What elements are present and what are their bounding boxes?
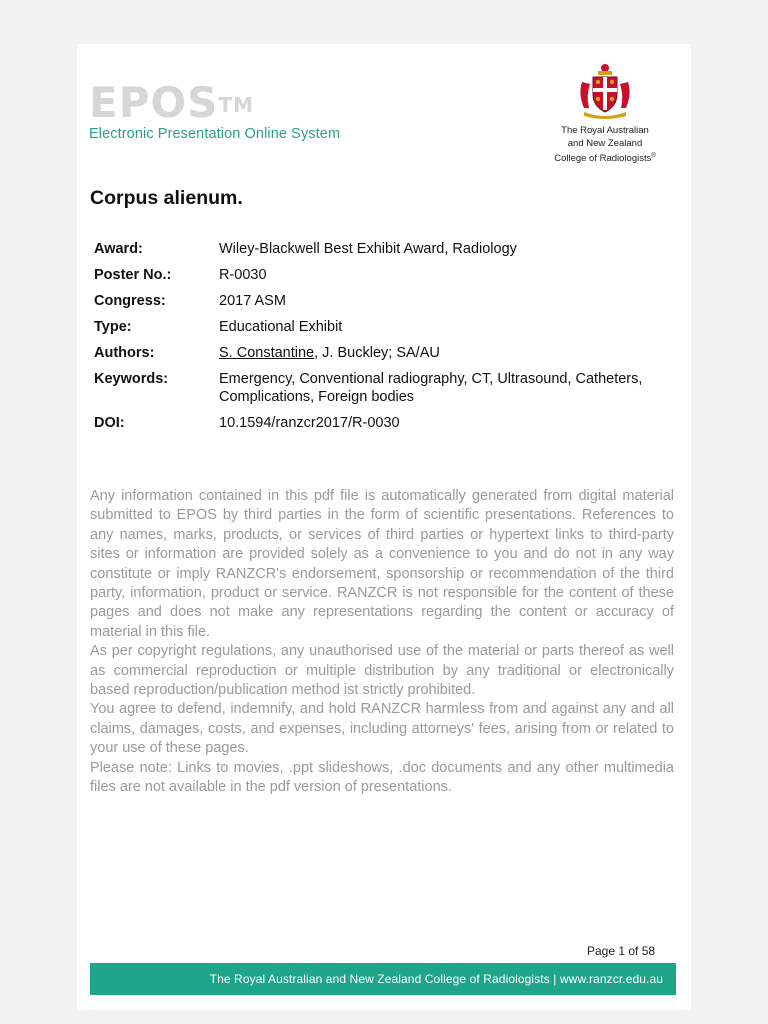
meta-authors: Authors: S. Constantine, J. Buckley; SA/AU [94, 345, 440, 361]
college-logo [543, 62, 667, 166]
epos-word: EPOS [89, 78, 219, 127]
meta-keywords: Keywords: Emergency, Conventional radiography, CT, Ultrasound, Catheters, Complications, Foreign bodies [94, 371, 643, 405]
meta-doi: DOI: 10.1594/ranzcr2017/R-0030 [94, 415, 400, 431]
disclaimer [90, 487, 674, 798]
registered-mark: ® [651, 153, 656, 159]
disclaimer-paragraph: As per copyright regulations, any unauthorised use of the material or parts thereof as well as commercial reproduction or multiple distribution by any traditional or electronically based reproduction/publication method ist strictly prohibited. [90, 643, 674, 699]
meta-award: Award: Wiley-Blackwell Best Exhibit Award, Radiology [94, 241, 517, 257]
disclaimer-paragraph: Any information contained in this pdf file is automatically generated from digital material submitted to EPOS by third parties in the form of scientific presentations. References to any names, marks, products, or services of third parties or hypertext links to third-party sites or information are provided solely as a convenience to you and do not in any way constitute or imply RANZCR's endorsement, sponsorship or recommendation of the third party, information, product or service. RANZCR is not responsible for the content of these pages and does not make any representations regarding the content or accuracy of material in this file. [90, 488, 674, 640]
meta-congress: Congress: 2017 ASM [94, 293, 286, 309]
poster-title: Corpus alienum. [90, 187, 243, 209]
epos-wordmark [89, 78, 340, 127]
disclaimer-paragraph: You agree to defend, indemnify, and hold RANZCR harmless from and against any and all claims, damages, costs, and expenses, including attorneys' fees, arising from or related to your use of these pages. [90, 701, 674, 757]
author-link[interactable]: S. Constantine [219, 345, 315, 361]
coat-of-arms-icon [576, 62, 634, 120]
disclaimer-paragraph: Please note: Links to movies, .ppt slideshows, .doc documents and any other multimedia files are not available in the pdf version of presentations. [90, 759, 674, 796]
footer-bar: The Royal Australian and New Zealand College of Radiologists | www.ranzcr.edu.au [90, 963, 676, 995]
page-number: Page 1 of 58 [587, 944, 656, 958]
pdf-page [77, 44, 691, 1010]
epos-tm: TM [218, 93, 254, 117]
college-name: The Royal Australian and New Zealand College of Radiologists® [554, 125, 656, 165]
poster-metadata [94, 240, 674, 440]
meta-type: Type: Educational Exhibit [94, 319, 343, 335]
meta-poster-number: Poster No.: R-0030 [94, 267, 267, 283]
epos-subtitle: Electronic Presentation Online System [89, 126, 341, 142]
epos-logo [89, 78, 341, 142]
